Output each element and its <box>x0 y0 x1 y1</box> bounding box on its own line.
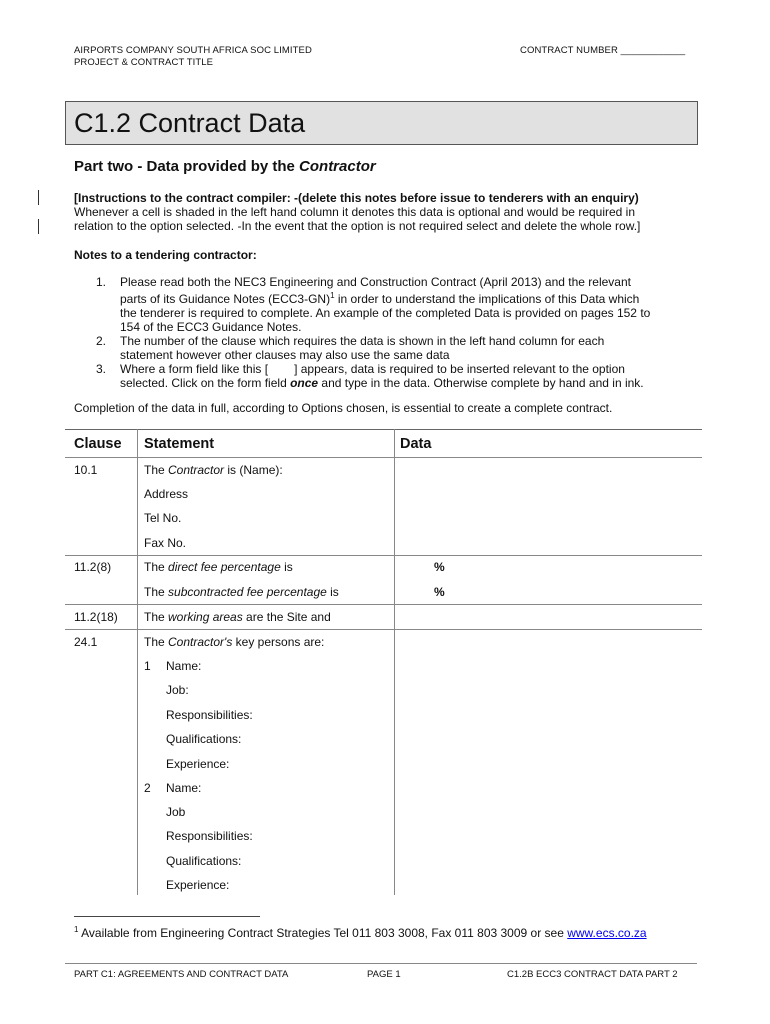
col-header-data: Data <box>400 436 432 452</box>
row-divider <box>65 604 702 605</box>
clause-number: 11.2(18) <box>74 610 118 624</box>
table-column-divider <box>137 429 138 895</box>
change-bar <box>38 190 39 205</box>
contract-number: CONTRACT NUMBER ____________ <box>520 45 686 56</box>
footnote-rule <box>74 916 260 917</box>
ecs-website-link[interactable]: www.ecs.co.za <box>567 926 647 940</box>
clause-number: 24.1 <box>74 635 98 649</box>
section-heading: Part two - Data provided by the Contractor <box>74 158 376 175</box>
subcontracted-fee-percent-field[interactable]: % <box>434 585 445 599</box>
direct-fee-percent-field[interactable]: % <box>434 560 445 574</box>
table-header-rule <box>65 457 702 458</box>
key-person-name-label: Name: <box>166 659 202 673</box>
key-person-name-label: Name: <box>166 781 202 795</box>
statement-tel: Tel No. <box>144 511 182 525</box>
key-person-responsibilities-label: Responsibilities: <box>166 708 253 722</box>
statement-address: Address <box>144 487 189 501</box>
note-item: 1. Please read both the NEC3 Engineering and Construction Contract (April 2013) and the relevant parts of its Guidance Notes $(ECC3-GN)^1$ in order to understand the implications of this Data which the tenderer is required to complete. An example of the completed Data is provided on pages 152 to 154 of the ECC3 Guidance Notes. <box>96 275 651 334</box>
col-header-statement: Statement <box>144 436 215 452</box>
key-person-qualifications-label: Qualifications: <box>166 732 242 746</box>
clause-number: 10.1 <box>74 463 98 477</box>
page-title: C1.2 Contract Data <box>74 108 306 138</box>
table-top-rule <box>65 429 702 430</box>
footer-rule <box>65 963 697 964</box>
key-person-experience-label: Experience: <box>166 757 230 771</box>
statement-key-persons: The Contractor's key persons are: <box>144 635 325 649</box>
key-person-job-label: Job <box>166 805 186 819</box>
footer-right: C1.2B ECC3 CONTRACT DATA PART 2 <box>507 969 678 980</box>
change-bar <box>38 219 39 234</box>
note-item: 3. Where a form field like this [ ] appears, data is required to be inserted relevant to the option selected. Click on the form field once and type in the data. Otherwise complete by hand and in ink. <box>96 362 644 390</box>
key-person-job-label: Job: <box>166 683 189 697</box>
key-person-qualifications-label: Qualifications: <box>166 854 242 868</box>
key-person-number: 1 <box>144 659 151 673</box>
compiler-instructions: [Instructions to the contract compiler: -(delete this notes before issue to tenderers with an enquiry) Whenever a cell is shaded in the left hand column it denotes this data is optional and would be required in relation to the option selected. -In the event that the option is not required select and delete the whole row.] <box>74 191 641 233</box>
page-number: PAGE 1 <box>367 969 401 980</box>
key-person-number: 2 <box>144 781 151 795</box>
statement-direct-fee: The direct fee percentage is <box>144 560 293 574</box>
key-person-experience-label: Experience: <box>166 878 230 892</box>
table-column-divider <box>394 429 395 895</box>
contractor-emphasis: Contractor <box>299 158 376 175</box>
key-person-responsibilities-label: Responsibilities: <box>166 829 253 843</box>
company-name: AIRPORTS COMPANY SOUTH AFRICA SOC LIMITED <box>74 45 312 56</box>
statement-contractor-name: The Contractor is (Name): <box>144 463 283 477</box>
project-title: PROJECT & CONTRACT TITLE <box>74 57 214 68</box>
statement-fax: Fax No. <box>144 536 187 550</box>
note-item: 2. The number of the clause which requires the data is shown in the left hand column for each statement however other clauses may also use the same data <box>96 334 605 362</box>
footer-left: PART C1: AGREEMENTS AND CONTRACT DATA <box>74 969 289 980</box>
notes-heading: Notes to a tendering contractor: <box>74 248 257 262</box>
statement-subcontracted-fee: The subcontracted fee percentage is <box>144 585 339 599</box>
row-divider <box>65 629 702 630</box>
statement-working-areas: The working areas are the Site and <box>144 610 331 624</box>
clause-number: 11.2(8) <box>74 560 112 574</box>
footnote: $^1$ Available from Engineering Contract Strategies Tel 011 803 3008, Fax 011 803 3009 or see www.ecs.co.za <box>74 925 647 940</box>
col-header-clause: Clause <box>74 436 122 452</box>
notes-list <box>74 275 699 390</box>
title-box <box>65 101 698 145</box>
row-divider <box>65 555 702 556</box>
completion-note: Completion of the data in full, according to Options chosen, is essential to create a complete contract. <box>74 401 613 415</box>
